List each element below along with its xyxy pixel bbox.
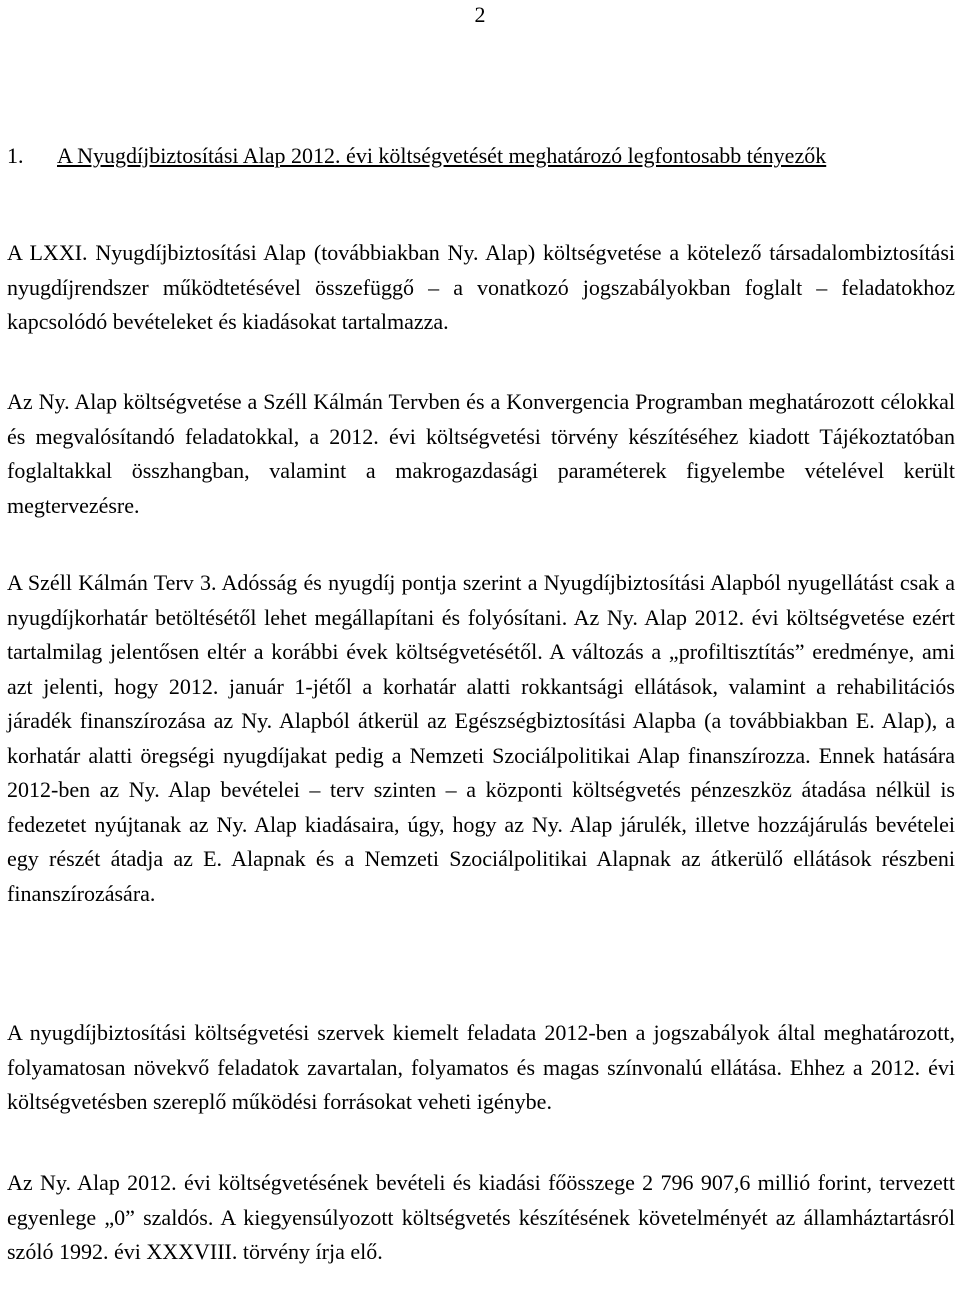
paragraph-organizations: A nyugdíjbiztosítási költségvetési szervek kiemelt feladata 2012-ben a jogszabályok által meghatározott, folyamatosan növekvő feladatok zavartalan, folyamatos és magas színvonalú ellátása. Ehhez a 2012. évi költségvetésben szereplő működési forrásokat veheti igénybe. <box>7 1020 955 1114</box>
paragraph-goals: Az Ny. Alap költségvetése a Széll Kálmán Tervben és a Konvergencia Programban meghatározott célokkal és megvalósítandó feladatokkal, a 2012. évi költségvetési törvény készítéséhez kiadott Tájékoztatóban foglaltakkal összhangban, valamint a makrogazdasági paraméterek figyelembe vételével került megtervezésre. <box>7 389 955 518</box>
section-number: 1. <box>7 143 24 168</box>
paragraph-totals: Az Ny. Alap 2012. évi költségvetésének bevételi és kiadási főösszege 2 796 907,6 millió forint, tervezett egyenlege „0” szaldós. A kiegyensúlyozott költségvetés készítésének követelményét az államháztartásról szóló 1992. évi XXXVIII. törvény írja elő. <box>7 1170 955 1264</box>
paragraph-intro: A LXXI. Nyugdíjbiztosítási Alap (továbbiakban Ny. Alap) költségvetése a kötelező társadalombiztosítási nyugdíjrendszer működtetésével összefüggő – a vonatkozó jogszabályokban foglalt – feladatokhoz kapcsolódó bevételeket és kiadásokat tartalmazza. <box>7 240 955 334</box>
section-title: A Nyugdíjbiztosítási Alap 2012. évi költségvetését meghatározó legfontosabb tényezők <box>57 143 827 168</box>
page-number: 2 <box>474 2 486 27</box>
section-heading <box>7 138 955 174</box>
paragraph-szell-plan: A Széll Kálmán Terv 3. Adósság és nyugdíj pontja szerint a Nyugdíjbiztosítási Alapból nyugellátást csak a nyugdíjkorhatár betöltésétől lehet megállapítani és folyósítani. Az Ny. Alap 2012. évi költségvetése ezért tartalmilag jelentősen eltér a korábbi évek költségvetésétől. A változás a „profiltisztítás” eredménye, ami azt jelenti, hogy 2012. január 1-jétől a korhatár alatti rokkantsági ellátások, valamint a rehabilitációs járadék finanszírozása az Ny. Alapból átkerül az Egészségbiztosítási Alapba (a továbbiakban E. Alap), a korhatár alatti öregségi nyugdíjakat pedig a Nemzeti Szociálpolitikai Alap finanszírozza. Ennek hatására 2012-ben az Ny. Alap bevételei – terv szinten – a központi költségvetés pénzeszköz átadása nélkül is fedezetet nyújtanak az Ny. Alap kiadásaira, úgy, hogy az Ny. Alap járulék, illetve hozzájárulás bevételei egy részét átadja az E. Alapnak és a Nemzeti Szociálpolitikai Alapnak az átkerülő ellátások részbeni finanszírozására. <box>7 570 955 906</box>
